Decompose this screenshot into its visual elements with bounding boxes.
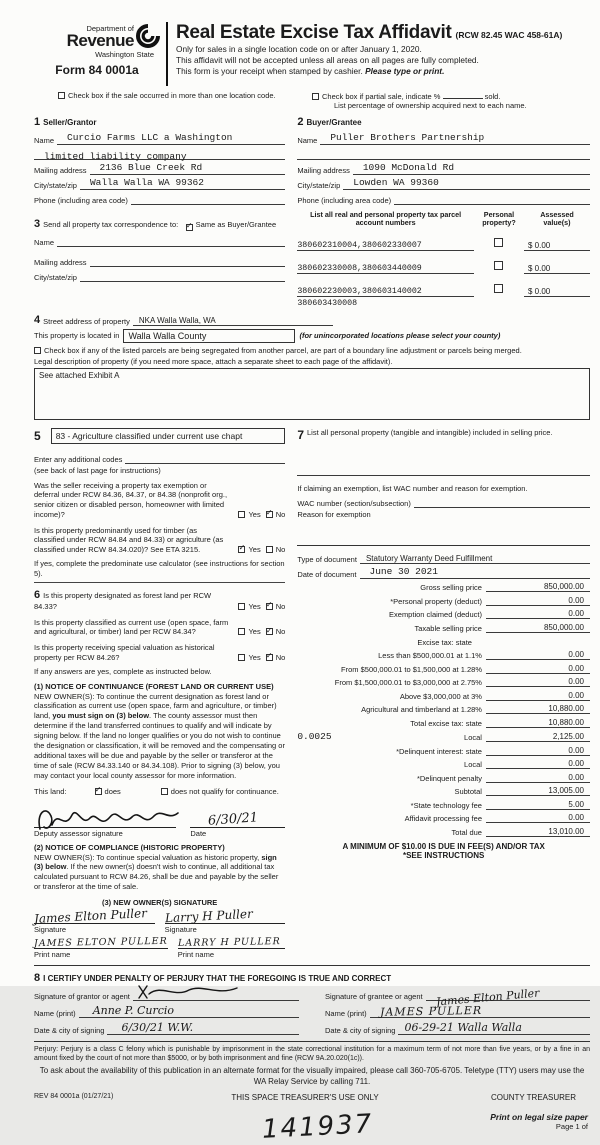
grantor-date-city-field[interactable]: 6/30/21 W.W.	[107, 1021, 299, 1035]
wac-number-field[interactable]	[414, 498, 590, 508]
segregated-check: Check box if any of the listed parcels are being segregated from another parcel, are part of a boundary line adjustment or parcels being merged.	[34, 346, 590, 355]
financial-row: 0.0025 Local 2,125.00	[297, 731, 590, 742]
assessed-value-header: Assessed value(s)	[540, 210, 574, 228]
parcel-table	[297, 211, 590, 308]
street-address-field[interactable]: NKA Walla Walla, WA	[133, 316, 333, 326]
grantee-date-city-field[interactable]: 06-29-21 Walla Walla	[398, 1021, 590, 1035]
buyer-mailing-field[interactable]: 1090 McDonald Rd	[353, 163, 590, 175]
page-title: Real Estate Excise Tax Affidavit	[176, 22, 452, 43]
revenue-label: Revenue	[66, 31, 134, 50]
subtitle-1: Only for sales in a single location code on or after January 1, 2020.	[176, 44, 422, 54]
grantor-signature-field[interactable]	[133, 991, 299, 1001]
amount-field[interactable]: 0.00	[486, 691, 590, 701]
parcel-numbers-header: List all real and personal property tax parcel account numbers	[310, 210, 462, 228]
print-legal-note: Print on legal size paper	[490, 1112, 588, 1123]
county-treasurer-label: COUNTY TREASURER	[490, 1093, 577, 1103]
owner2-signature: Larry H Puller	[164, 906, 253, 926]
check-icon: ✓	[265, 625, 273, 635]
amount-field[interactable]: 2,125.00	[486, 732, 590, 742]
partial-sale-checkbox[interactable]	[312, 93, 319, 100]
buyer-heading: Buyer/Grantee	[306, 118, 362, 127]
q5a-yes-checkbox[interactable]	[238, 511, 245, 518]
grantee-print-name-field[interactable]: JAMES PULLER	[370, 1004, 590, 1018]
land-qualify-row: This land: ✓ does does not qualify for continuance.	[34, 785, 279, 796]
treasurer-stamp-number: 141937	[261, 1109, 374, 1145]
legal-description-label: Legal description of property (if you need more space, attach a separate sheet to each page of the affidavit).	[34, 356, 393, 366]
rcw-reference: (RCW 82.45 WAC 458-61A)	[455, 30, 563, 40]
q5a-no-checkbox[interactable]	[265, 508, 273, 518]
same-as-buyer-checkbox[interactable]	[185, 221, 193, 231]
check-icon: ✓	[94, 785, 102, 795]
financial-row: Gross selling price 850,000.00	[297, 582, 590, 592]
q5b-yes-checkbox[interactable]	[238, 543, 246, 553]
dept-of-label: Department of	[86, 24, 134, 33]
financial-row: Taxable selling price 850,000.00	[297, 623, 590, 633]
parcel-row	[297, 233, 590, 251]
grantor-print-name-field[interactable]: Anne P. Curcio	[79, 1004, 299, 1018]
financial-row: *Delinquent penalty 0.00	[297, 773, 590, 783]
q6b-yes-checkbox[interactable]	[238, 628, 245, 635]
financial-row: *Delinquent interest: state 0.00	[297, 746, 590, 756]
current-use-question: Is this property classified as current use (open space, farm and agricultural, or timber) land per RCW 84.34?	[34, 617, 229, 637]
dor-logo	[34, 16, 160, 77]
correspondence-label: Send all property tax correspondence to:	[43, 220, 179, 229]
q5b-no-checkbox[interactable]	[266, 546, 273, 553]
legal-description-box[interactable]: See attached Exhibit A	[34, 368, 590, 420]
partial-sale-check: Check box if partial sale, indicate % sold. List percentage of ownership acquired next to each name.	[312, 91, 527, 110]
owner2-print-name: LARRY H PULLER	[177, 936, 281, 950]
use-code-select[interactable]: 83 - Agriculture classified under current use chapt	[51, 428, 286, 444]
owner2-signature-field[interactable]	[164, 906, 286, 926]
perjury-notice: Perjury: Perjury is a class C felony which is punishable by imprisonment in the state correctional institution for a maximum term of not more than five years, or by a fine in an amount fixed by the court of not more than $5000, or by both imprisonment and fine (RCW 9A.20.020(1c)).	[34, 1046, 590, 1063]
amount-field[interactable]: 0.00	[486, 677, 590, 687]
parcel-account-numbers[interactable]: 380602330008,380603440009	[297, 264, 474, 274]
amount-field[interactable]: 13,005.00	[486, 786, 590, 796]
amount-field[interactable]: 0.00	[486, 650, 590, 660]
answers-note: If any answers are yes, complete as instructed below.	[34, 666, 212, 676]
seller-city-field[interactable]: Walla Walla WA 99362	[80, 178, 285, 190]
assessed-value[interactable]: $ 0.00	[524, 241, 590, 251]
exemption-question: Was the seller receiving a property tax exemption or deferral under RCW 84.36, 84.37, or 84.38 (nonprofit org., senior citizen or disabled person, homeowner with limited income)?	[34, 480, 228, 519]
deputy-assessor-signature	[34, 801, 184, 835]
parcel-account-numbers[interactable]: 380602310004,380602330007	[297, 241, 474, 251]
timber-question: Is this property predominantly used for timber (as classified under RCW 84.84 and 84.33) or agriculture (as classified under RCW 84.34.020)? See ETA 3215.	[34, 525, 224, 555]
deputy-assessor-signature-field[interactable]	[34, 798, 176, 828]
assessed-value[interactable]: $ 0.00	[524, 264, 590, 274]
deputy-signature-label: Deputy assessor signature	[34, 828, 123, 838]
see-back-note: (see back of last page for instructions)	[34, 465, 161, 475]
amount-field[interactable]: 10,880.00	[486, 704, 590, 714]
correspondence-city-field[interactable]	[80, 272, 285, 282]
seller-mailing-field[interactable]: 2136 Blue Creek Rd	[90, 163, 286, 175]
financial-row: Agricultural and timberland at 1.28% 10,880.00	[297, 704, 590, 714]
seller-phone-field[interactable]	[131, 195, 286, 205]
q6c-yes-checkbox[interactable]	[238, 654, 245, 661]
forest-land-question: 6 Is this property designated as forest land per RCW 84.33?	[34, 588, 212, 611]
financial-row: *Personal property (deduct) 0.00	[297, 596, 590, 606]
amount-field[interactable]: 0.00	[486, 813, 590, 823]
does-checkbox[interactable]	[94, 785, 102, 795]
owner1-print-field[interactable]	[34, 935, 168, 949]
check-icon: ✓	[265, 600, 273, 610]
header-divider	[166, 22, 168, 86]
buyer-name-field-2[interactable]	[297, 150, 590, 160]
financial-row: From $500,000.01 to $1,500,000 at 1.28% 0.00	[297, 664, 590, 674]
multi-location-check: Check box if the sale occurred in more than one location code.	[58, 91, 288, 110]
multi-location-checkbox[interactable]	[58, 92, 65, 99]
owner1-signature-field[interactable]	[33, 906, 155, 927]
treasurer-space-label: THIS SPACE TREASURER'S USE ONLY	[231, 1093, 379, 1103]
excise-tax-state-header: Excise tax: state	[417, 637, 472, 647]
seller-heading: Seller/Grantor	[43, 118, 97, 127]
rev-number: REV 84 0001a (01/27/21)	[34, 1093, 114, 1101]
amount-field[interactable]: 10,880.00	[486, 718, 590, 728]
amount-field[interactable]: 5.00	[486, 800, 590, 810]
financial-row: Total due 13,010.00	[297, 827, 590, 837]
financial-row: From $1,500,000.01 to $3,000,000 at 2.75% 0.00	[297, 677, 590, 687]
personal-property-checkbox[interactable]	[494, 284, 503, 293]
financial-row: *State technology fee 5.00	[297, 800, 590, 810]
personal-property-list-field[interactable]	[297, 466, 590, 476]
financial-row: Less than $500,000.01 at 1.1% 0.00	[297, 650, 590, 660]
amount-field[interactable]: 0.00	[486, 759, 590, 769]
check-icon: ✓	[265, 508, 273, 518]
minimum-due-note: A MINIMUM OF $10.00 IS DUE IN FEE(S) AND/OR TAX	[342, 841, 545, 851]
predominate-note: If yes, complete the predominate use calculator (see instructions for section 5).	[34, 559, 285, 583]
financial-row: Total excise tax: state 10,880.00	[297, 718, 590, 728]
accessibility-notice: To ask about the availability of this publication in an alternate format for the visually impaired, please call 360-705-6705. Teletype (TTY) users may use the WA Relay Service by calling 711.	[39, 1066, 585, 1086]
personal-property-checkbox[interactable]	[494, 238, 503, 247]
q6a-yes-checkbox[interactable]	[238, 603, 245, 610]
parcel-row	[297, 279, 590, 297]
buyer-phone-field[interactable]	[394, 195, 590, 205]
personal-property-list-label: List all personal property (tangible and intangible) included in selling price.	[307, 427, 553, 437]
financial-row: Subtotal 13,005.00	[297, 786, 590, 796]
seller-name-field-2[interactable]: limited liability company	[34, 148, 285, 160]
correspondence-mailing-field[interactable]	[90, 257, 286, 267]
q6a-no-checkbox[interactable]	[265, 600, 273, 610]
form-number: Form 84 0001a	[55, 63, 139, 78]
certify-title: I CERTIFY UNDER PENALTY OF PERJURY THAT THE FOREGOING IS TRUE AND CORRECT	[43, 974, 392, 984]
financial-row: Local 0.00	[297, 759, 590, 769]
owner1-print-name: JAMES ELTON PULLER	[33, 935, 168, 950]
ownership-note: List percentage of ownership acquired next to each name.	[334, 101, 527, 110]
county-note: (for unincorporated locations please select your county)	[299, 331, 501, 341]
document-type-field[interactable]: Statutory Warranty Deed Fulfillment	[360, 554, 590, 564]
financial-row: Exemption claimed (deduct) 0.00	[297, 609, 590, 619]
owner1-signature: James Elton Puller	[33, 906, 148, 927]
grantee-signature: James Elton Puller	[435, 986, 540, 1009]
amount-field[interactable]: 850,000.00	[486, 582, 590, 592]
financial-row: Above $3,000,000 at 3% 0.00	[297, 691, 590, 701]
parcel-account-numbers-extra: 380603430008	[297, 298, 358, 308]
exemption-claim-note: If claiming an exemption, list WAC number and reason for exemption.	[297, 483, 528, 493]
document-date-field[interactable]: June 30 2021	[360, 567, 590, 579]
amount-field[interactable]: 0.00	[486, 664, 590, 674]
deputy-date-value: 6/30/21	[207, 809, 259, 829]
financial-row: Affidavit processing fee 0.00	[297, 813, 590, 823]
subtitle-2: This affidavit will not be accepted unless all areas on all pages are fully completed.	[176, 54, 479, 65]
amount-field[interactable]: 0.00	[486, 609, 590, 619]
personal-property-checkbox[interactable]	[494, 261, 503, 270]
buyer-name-field[interactable]: Puller Brothers Partnership	[320, 133, 590, 145]
dor-swirl-icon	[136, 24, 160, 48]
check-icon: ✓	[265, 651, 273, 661]
q6c-no-checkbox[interactable]	[265, 651, 273, 661]
parcel-account-numbers[interactable]: 380602230003,380603140002	[297, 287, 474, 297]
notice-compliance-title: (2) NOTICE OF COMPLIANCE (HISTORIC PROPERTY)	[34, 842, 225, 852]
rate-prefix: 0.0025	[297, 731, 332, 743]
new-owners-signature-title: (3) NEW OWNER(S) SIGNATURE	[102, 898, 218, 908]
deputy-date-field[interactable]	[190, 798, 285, 828]
see-instructions-note: *SEE INSTRUCTIONS	[402, 850, 485, 860]
affidavit-page: Department of Revenue Washington State Form 84 0001a Real Estate Excise Tax Affidavit (RCW 82.45 WAC 458-61A) Only for sales in a single location code on or after January 1, 2020. This affidavit will not be accepted unless all areas on all pages are fully completed. This form is your receipt when stamped by cashier. Please type or print. Check box if the sale occurred in more than one location code. Check box if partial sale, indicate % sold. List percentage of ownership acquired next to each name. 1 Seller/Grantor Name Curcio Farms LLC a Washington limited liability company Mailing address 2136 Blue Creek Rd City/state/zip Walla Walla WA 99362 Phone (including area code) 3 Send all property tax correspondence to: ✓ Same as Buyer/Grantee Name Mailing address City/state/zip 2 Buyer/Grantee Name Puller Brothers Partnership Mailing address 1090 McDonald Rd City/state/zip Lowden WA 99360 Phone (including area code) List all real and personal property tax parcel account numbers Personal property? Assessed value(s) 380602310004,380602330007 $ 0.00 380602330008,380603440009 $ 0.00 380602230003,380603140002 $ 0.00 380603430008 4 Street address of property NKA Walla Walla, WA This property is located in Walla Walla County (for unincorporated locations please select your county) Check box if any of the listed parcels are being segregated from another parcel, are part of a boundary line adjustment or parcels being merged. Legal description of property (if you need more space, attach a separate sheet to each page of the affidavit). See attached Exhibit A 5 83 - Agriculture classified under current use chapt Enter any additional codes (see back of last page for instructions) Was the seller receiving a property tax exemption or deferral under RCW 84.36, 84.37, or 84.38 (nonprofit org., senior citizen or disabled person, homeowner with limited income)? Yes ✓ No Is this property predominantly used for timber (as classified under RCW 84.84 and 84.33) or agriculture (as classified under RCW 84.34.020)? See ETA 3215. ✓ Yes No If yes, complete the predominate use calculator (see instructions for section 5). 6 Is this property designated as forest land per RCW 84.33? Yes ✓ No Is this property classified as current use (open space, farm and agricultural, or timber) land per RCW 84.34? Yes ✓ No Is this property receiving special valuation as historical property per RCW 84.26? Yes ✓ No If any answers are yes, complete as instructed below. (1) NOTICE OF CONTINUANCE (FOREST LAND OR CURRENT USE) NEW OWNER(S): To continue the current designation as forest land or classification as current use (open space, farm and agriculture, or timber) land, you must sign on (3) below. The county assessor must then determine if the land transferred continues to qualify and will indicate by signing below. If the land no longer qualifies or you do not wish to continue the designation or classification, it will be removed and the compensating or additional taxes will be due and payable by the seller or transferor at the time of sale (RCW 84.33.140 or 84.34.108). Prior to signing (3) below, you may contact your local county assessor for more information. This land: ✓ does does not qualify for continuance. 6/30/21 Deputy assessor signature Date (2) NOTICE OF COMPLIANCE (HISTORIC PROPERTY) NEW OWNER(S): To continue special valuation as historic property, sign (3) below. If the new owner(s) doesn't wish to continue, all additional tax calculated pursuant to RCW 84.26, shall be due and payable by the seller or transferor at the time of sale. (3) NEW OWNER(S) SIGNATURE James Elton Puller Signature Larry H Puller Signature JAMES ELTON PULLER Print name LARRY H PULLER Print name 7 List all personal property (tangible and intangible) included in selling price. If claiming an exemption, list WAC number and reason for exemption. WAC number (section/subsection) Reason for exemption Type of document Statutory Warranty Deed Fulfillment Date of document June 30 2021 Gross selling price 850,000.00 *Personal property (deduct) 0.00 Exemption claimed (deduct) 0.00 Taxable selling price 850,000.00 Excise tax: state Less than $500,000.01 at 1.1% 0.00 From $500,000.01 to $1,500,000 at 1.28% 0.00 From $1,500,000.01 to $3,000,000 at 2.75% 0.00 Above $3,000,000 at 3% 0.00 Agricultural and timberland at 1.28% 10,880.00 Total excise tax: state 10,880.00 0.0025 Local 2,125.00 *Delinquent interest: state 0.00 Local 0.00 *Delinquent penalty 0.00 Subtotal 13,005.00 *State technology fee 5.00 Affidavit processing fee 0.00 Total due 13,010.00 A MINIMUM OF $10.00 IS DUE IN FEE(S) AND/OR TAX *SEE INSTRUCTIONS 8 I CERTIFY UNDER PENALTY OF PERJURY THAT THE FOREGOING IS TRUE AND CORRECT Signature of grantor or agent Name (print) Anne P. Curcio Date & city of signing 6/30/21 W.W. Signature of grantee or agent James Elton Puller Name (print) JAMES PULLER Date & city of signing 06-29-21 Walla Walla Perjury: Perjury is a class C felony which is punishable by imprisonment in the state correctional institution for a maximum term of not more than five years, or by a fine in an amount fixed by the court of not more than $5000, or by both imprisonment and fine (RCW 9A.20.020(1c)). To ask about the availability of this publication in an alternate format for the visually impaired, please call 360-705-6705. Teletype (TTY) users may use the WA Relay Service by calling 711. REV 84 0001a (01/27/21) THIS SPACE TREASURER'S USE ONLY COUNTY TREASURER 141937 Print on legal size paper Page 1 of	[0, 0, 600, 986]
washington-state-label: Washington State	[95, 50, 154, 60]
amount-field[interactable]: 0.00	[486, 746, 590, 756]
assessed-value[interactable]: $ 0.00	[524, 287, 590, 297]
q6b-no-checkbox[interactable]	[265, 625, 273, 635]
form-header	[34, 16, 590, 86]
notice-continuance-body: NEW OWNER(S): To continue the current designation as forest land or classification as current use (open space, farm and agriculture, or timber) land, you must sign on (3) below. The county assessor must then determine if the land transferred continues to qualify and will indicate by signing below. If the land no longer qualifies or you do not wish to continue the designation or classification, it will be removed and the compensating or additional taxes will be due and payable by the seller or transferor at the time of sale (RCW 84.33.140 or 84.34.108). Prior to signing (3) below, you may contact your local county assessor for more information.	[34, 691, 285, 780]
reason-exemption-label: Reason for exemption	[297, 509, 371, 519]
check-icon: ✓	[185, 221, 193, 230]
county-select[interactable]: Walla Walla County	[123, 329, 295, 343]
seller-name-field[interactable]: Curcio Farms LLC a Washington	[57, 133, 285, 145]
buyer-city-field[interactable]: Lowden WA 99360	[343, 178, 590, 190]
historic-question: Is this property receiving special valuation as historical property per RCW 84.26?	[34, 643, 215, 662]
amount-field[interactable]: 0.00	[486, 596, 590, 606]
notice-compliance-body: NEW OWNER(S): To continue special valuation as historic property, sign (3) below. If the new owner(s) doesn't wish to continue, all additional tax calculated pursuant to RCW 84.26, shall be due and payable by the seller or transferor at the time of sale.	[34, 852, 279, 892]
amount-field[interactable]: 850,000.00	[486, 623, 590, 633]
amount-field[interactable]: 13,010.00	[486, 827, 590, 837]
percent-sold-field[interactable]	[443, 91, 483, 99]
parcel-row	[297, 256, 590, 274]
personal-property-header: Personal property?	[482, 210, 516, 228]
owner2-print-field[interactable]	[178, 935, 286, 949]
subtitle-3: This form is your receipt when stamped by cashier. Please type or print.	[176, 65, 445, 76]
notice-continuance-title: (1) NOTICE OF CONTINUANCE (FOREST LAND OR CURRENT USE)	[34, 681, 274, 691]
grantee-signature-field[interactable]	[426, 986, 590, 1009]
check-icon: ✓	[238, 543, 246, 553]
amount-field[interactable]: 0.00	[486, 773, 590, 783]
grantor-signature	[133, 982, 253, 1004]
does-not-checkbox[interactable]	[161, 788, 168, 795]
page-number: Page 1 of	[555, 1122, 588, 1132]
correspondence-name-field[interactable]	[57, 237, 285, 247]
additional-codes-field[interactable]	[125, 454, 285, 464]
segregated-checkbox[interactable]	[34, 347, 41, 354]
